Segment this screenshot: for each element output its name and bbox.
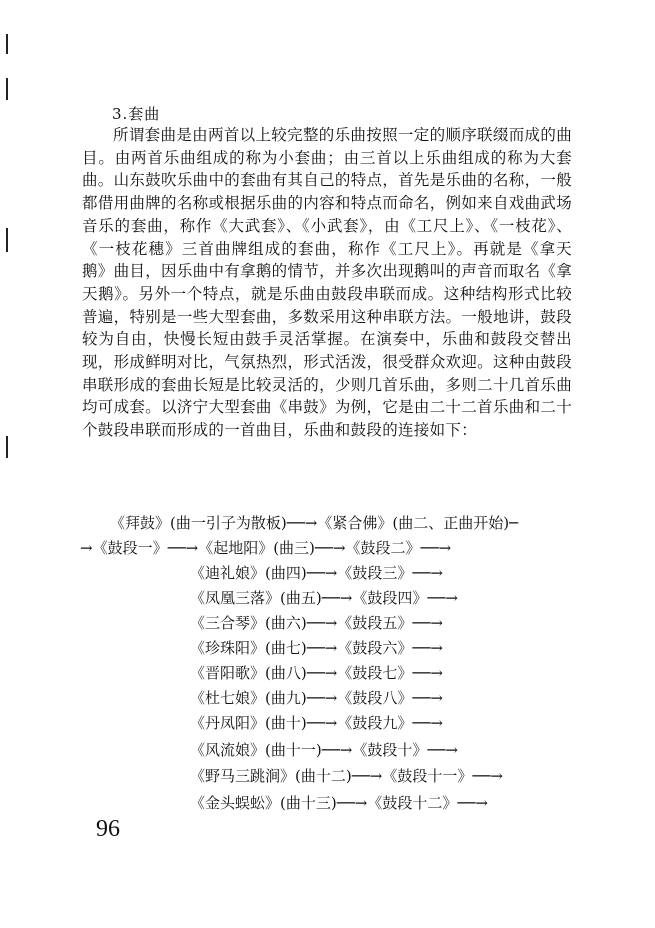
suite-line: →《鼓段一》──→《起地阳》(曲三)──→《鼓段二》──→ — [80, 539, 452, 557]
suite-line: 《凤凰三落》(曲五)──→《鼓段四》──→ — [190, 589, 458, 607]
suite-line: 《拜鼓》(曲一引子为散板)──→《紧合佛》(曲二、正曲开始)─ — [110, 514, 519, 532]
page-number: 96 — [96, 816, 120, 842]
suite-line: 《晋阳歌》(曲八)──→《鼓段七》──→ — [190, 664, 443, 682]
suite-line: 《杜七娘》(曲九)──→《鼓段八》──→ — [190, 689, 443, 707]
suite-line: 《三合琴》(曲六)──→《鼓段五》──→ — [190, 614, 443, 632]
suite-line: 《珍珠阳》(曲七)──→《鼓段六》──→ — [190, 639, 443, 657]
section-heading: 3.套曲 — [112, 105, 161, 123]
suite-line: 《风流娘》(曲十一)──→《鼓段十》──→ — [190, 741, 458, 759]
suite-line: 《金头蜈蚣》(曲十三)──→《鼓段十二》──→ — [190, 794, 488, 812]
suite-line: 《迪礼娘》(曲四)──→《鼓段三》──→ — [190, 564, 443, 582]
body-paragraph: 所谓套曲是由两首以上较完整的乐曲按照一定的顺序联缀而成的曲目。由两首乐曲组成的称为小套曲；由三首以上乐曲组成的称为大套曲。山东鼓吹乐曲中的套曲有其自己的特点，首先是乐曲的名称，一般都借用曲牌的名称或根据乐曲的内容和特点而命名，例如来自戏曲武场音乐的套曲，称作《大武套》、《小武套》，由《工尺上》、《一枝花》、《一枝花穗》三首曲牌组成的套曲，称作《工尺上》。再就是《拿天鹅》曲目，因乐曲中有拿鹅的情节，并多次出现鹅叫的声音而取名《拿天鹅》。另外一个特点，就是乐曲由鼓段串联而成。这种结构形式比较普遍，特别是一些大型套曲，多数采用这种串联方法。一般地讲，鼓段较为自由，快慢长短由鼓手灵活掌握。在演奏中，乐曲和鼓段交替出现，形成鲜明对比，气氛热烈，形式活泼，很受群众欢迎。这种由鼓段串联形成的套曲长短是比较灵活的，少则几首乐曲，多则二十几首乐曲均可成套。以济宁大型套曲《串鼓》为例，它是由二十二首乐曲和二十个鼓段串联而形成的一首曲目，乐曲和鼓段的连接如下： — [82, 126, 572, 440]
suite-line: 《丹凤阳》(曲十)──→《鼓段九》──→ — [190, 714, 443, 732]
suite-line: 《野马三跳涧》(曲十二)──→《鼓段十一》──→ — [190, 767, 503, 785]
